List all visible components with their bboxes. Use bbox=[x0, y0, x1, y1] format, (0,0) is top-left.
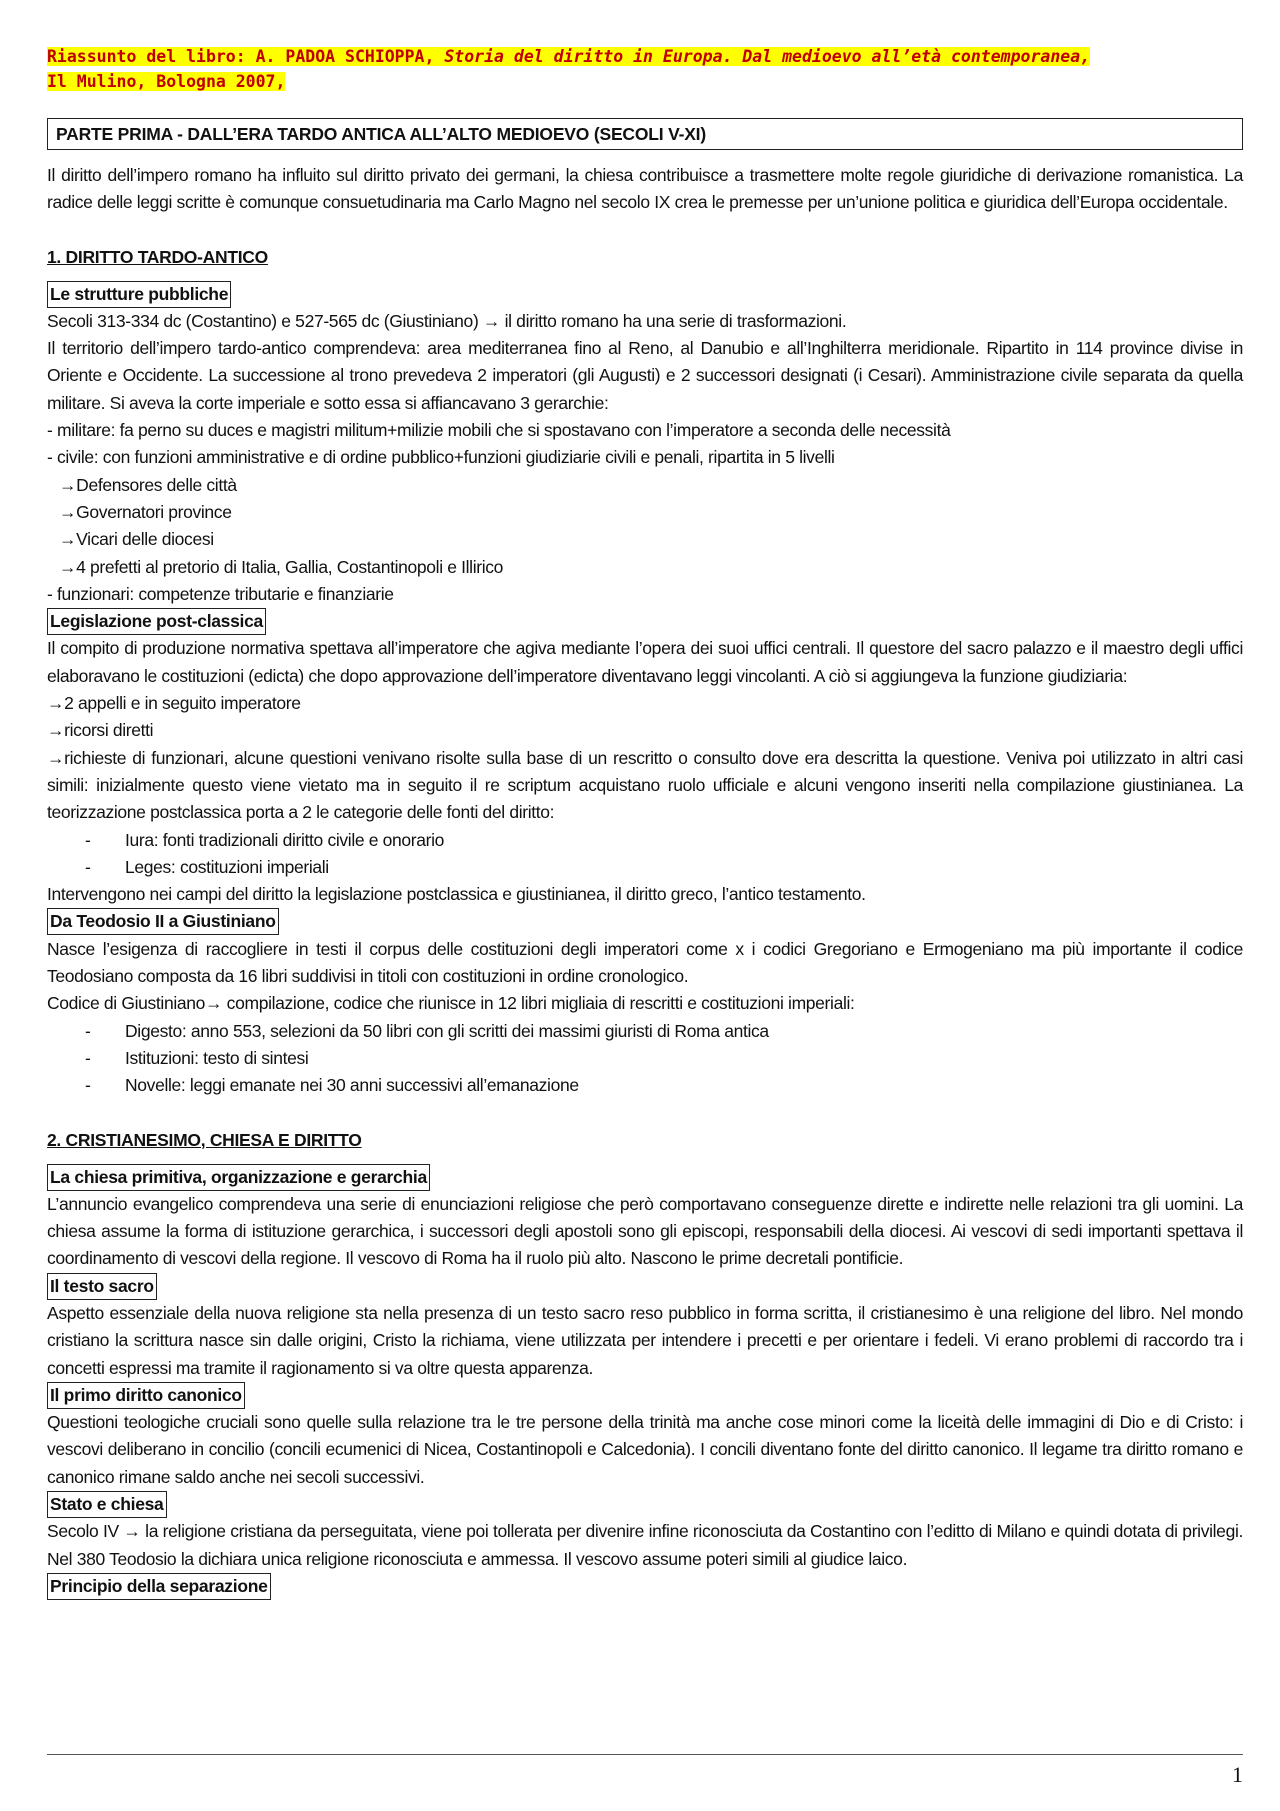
level-item: →Governatori province bbox=[59, 501, 232, 522]
list-item: - funzionari: competenze tributarie e finanziarie bbox=[47, 583, 394, 604]
list-item: - civile: con funzioni amministrative e di ordine pubblico+funzioni giudiziarie civili e penali, ripartita in 5 livelli bbox=[47, 447, 835, 468]
list-item: - militare: fa perno su duces e magistri militum+milizie mobili che si spostavano con l’imperatore a seconda delle necessità bbox=[47, 420, 951, 441]
section-2-title: 2. CRISTIANESIMO, CHIESA E DIRITTO bbox=[47, 1129, 362, 1150]
list-item bbox=[47, 1045, 1243, 1072]
level-item: →Vicari delle diocesi bbox=[59, 529, 214, 550]
list-item-text: Istituzioni: testo di sintesi bbox=[125, 1047, 309, 1068]
subsection-title: Il testo sacro bbox=[47, 1273, 157, 1300]
arrow-item: →richieste di funzionari, alcune questioni venivano risolte sulla base di un rescritto o consulto dove era descritta la questione. Veniva poi utilizzato in altri casi simili: inizialmente questo viene vietato ma in seguito il re scriptum acquistano ruolo ufficiale e alcuni vengono inseriti nella compilazione giustinianea. La teorizzazione postclassica porta a 2 le categorie delle fonti del diritto: bbox=[47, 747, 1243, 823]
paragraph: Nasce l’esigenza di raccogliere in testi il corpus delle costituzioni degli imperatori come x i codici Gregoriano e Ermogeniano ma più importante il codice Teodosiano composta da 16 libri suddivisi in titoli con costituzioni in ordine cronologico. bbox=[47, 938, 1243, 987]
arrow-item: →ricorsi diretti bbox=[47, 720, 154, 741]
list-item bbox=[47, 1072, 1243, 1099]
paragraph: Aspetto essenziale della nuova religione sta nella presenza di un testo sacro reso pubblico in forma scritta, il cristianesimo è una religione del libro. Nel mondo cristiano la scrittura nasce sin dalle origini, Cristo la richiama, viene utilizzata per intendere i precetti e per orientare i fedeli. Vi erano problemi di raccordo tra i concetti espressi ma tramite il ragionamento si va oltre questa apparenza. bbox=[47, 1302, 1243, 1378]
level-item: →4 prefetti al pretorio di Italia, Gallia, Costantinopoli e Illirico bbox=[59, 556, 504, 577]
document-title bbox=[47, 44, 1243, 94]
paragraph: Il compito di produzione normativa spettava all’imperatore che agiva mediante l’opera dei suoi uffici centrali. Il questore del sacro palazzo e il maestro degli uffici elaboravano le costituzioni (edicta) che dopo approvazione dell’imperatore diventavano leggi vincolanti. A ciò si aggiungeva la funzione giudiziaria: bbox=[47, 638, 1243, 686]
title-publisher: Il Mulino, Bologna 2007, bbox=[47, 72, 286, 91]
part-title: PARTE PRIMA - DALL’ERA TARDO ANTICA ALL’ALTO MEDIOEVO (SECOLI V-XI) bbox=[47, 118, 1243, 150]
subsection-title: Principio della separazione bbox=[47, 1573, 271, 1600]
page-number: 1 bbox=[1232, 1762, 1243, 1787]
subsection-title: Il primo diritto canonico bbox=[47, 1382, 245, 1409]
bullet-dash: - bbox=[85, 1075, 91, 1096]
paragraph: Secolo IV → la religione cristiana da perseguitata, viene poi tollerata per divenire infine riconosciuta da Costantino con l’editto di Milano e quindi dotata di privilegi. Nel 380 Teodosio la dichiara unica religione riconosciuta e ammessa. Il vescovo assume poteri simili al giudice laico. bbox=[47, 1521, 1243, 1569]
list-item-text: Digesto: anno 553, selezioni da 50 libri con gli scritti dei massimi giuristi di Roma antica bbox=[125, 1020, 769, 1041]
title-author: Riassunto del libro: A. PADOA SCHIOPPA, bbox=[47, 47, 445, 66]
paragraph: Secoli 313-334 dc (Costantino) e 527-565 dc (Giustiniano) → il diritto romano ha una serie di trasformazioni. bbox=[47, 310, 847, 331]
paragraph: Il territorio dell’impero tardo-antico comprendeva: area mediterranea fino al Reno, al Danubio e all’Inghilterra meridionale. Ripartito in 114 province divise in Oriente e Occidente. La successione al trono prevedeva 2 imperatori (gli Augusti) e 2 successori designati (i Cesari). Amministrazione civile separata da quella militare. Si aveva la corte imperiale e sotto essa si affiancavano 3 gerarchie: bbox=[47, 338, 1243, 413]
paragraph: Codice di Giustiniano→ compilazione, codice che riunisce in 12 libri migliaia di rescritti e costituzioni imperiali: bbox=[47, 993, 855, 1014]
subsection-title: La chiesa primitiva, organizzazione e gerarchia bbox=[47, 1164, 430, 1191]
subsection-title: Legislazione post-classica bbox=[47, 608, 266, 635]
list-item-text: Iura: fonti tradizionali diritto civile e onorario bbox=[125, 829, 445, 850]
paragraph: L’annuncio evangelico comprendeva una serie di enunciazioni religiose che però comportavano conseguenze dirette e indirette nelle relazioni tra gli uomini. La chiesa assume la forma di istituzione gerarchica, i successori degli apostoli sono gli episcopi, responsabili della diocesi. Ai vescovi di sedi importanti spettava il coordinamento di vescovi della regione. Il vescovo di Roma ha il ruolo più alto. Nascono le prime decretali pontificie. bbox=[47, 1193, 1243, 1269]
section-1-title: 1. DIRITTO TARDO-ANTICO bbox=[47, 246, 268, 267]
title-highlight bbox=[47, 47, 1090, 91]
paragraph: Questioni teologiche cruciali sono quelle sulla relazione tra le tre persone della trinità ma anche cose minori come la liceità delle immagini di Dio e di Cristo: i vescovi deliberano in concilio (concili ecumenici di Nicea, Costantinopoli e Calcedonia). I concili diventano fonte del diritto canonico. Il legame tra diritto romano e canonico rimane saldo anche nei secoli successivi. bbox=[47, 1412, 1243, 1487]
title-book: Storia del diritto in Europa. Dal medioevo all’età contemporanea, bbox=[444, 47, 1091, 66]
bullet-dash: - bbox=[85, 856, 91, 877]
list-item-text: Novelle: leggi emanate nei 30 anni successivi all’emanazione bbox=[125, 1075, 579, 1096]
bullet-dash: - bbox=[85, 829, 91, 850]
bullet-dash: - bbox=[85, 1020, 91, 1041]
level-item: →Defensores delle città bbox=[59, 474, 237, 495]
footer-divider bbox=[47, 1754, 1243, 1755]
bullet-dash: - bbox=[85, 1047, 91, 1068]
intro-paragraph: Il diritto dell’impero romano ha influito sul diritto privato dei germani, la chiesa contribuisce a trasmettere molte regole giuridiche di derivazione romanistica. La radice delle leggi scritte è comunque consuetudinaria ma Carlo Magno nel secolo IX crea le premesse per un’unione politica e giuridica dell’Europa occidentale. bbox=[47, 165, 1243, 213]
paragraph: Intervengono nei campi del diritto la legislazione postclassica e giustinianea, il diritto greco, l’antico testamento. bbox=[47, 884, 866, 905]
subsection-title: Stato e chiesa bbox=[47, 1491, 167, 1518]
list-item-text: Leges: costituzioni imperiali bbox=[125, 856, 329, 877]
list-item bbox=[47, 854, 1243, 881]
page-content bbox=[47, 44, 1243, 1600]
subsection-title: Le strutture pubbliche bbox=[47, 281, 231, 308]
subsection-title: Da Teodosio II a Giustiniano bbox=[47, 908, 279, 935]
arrow-item: →2 appelli e in seguito imperatore bbox=[47, 693, 301, 714]
list-item bbox=[47, 827, 1243, 854]
list-item bbox=[47, 1018, 1243, 1045]
